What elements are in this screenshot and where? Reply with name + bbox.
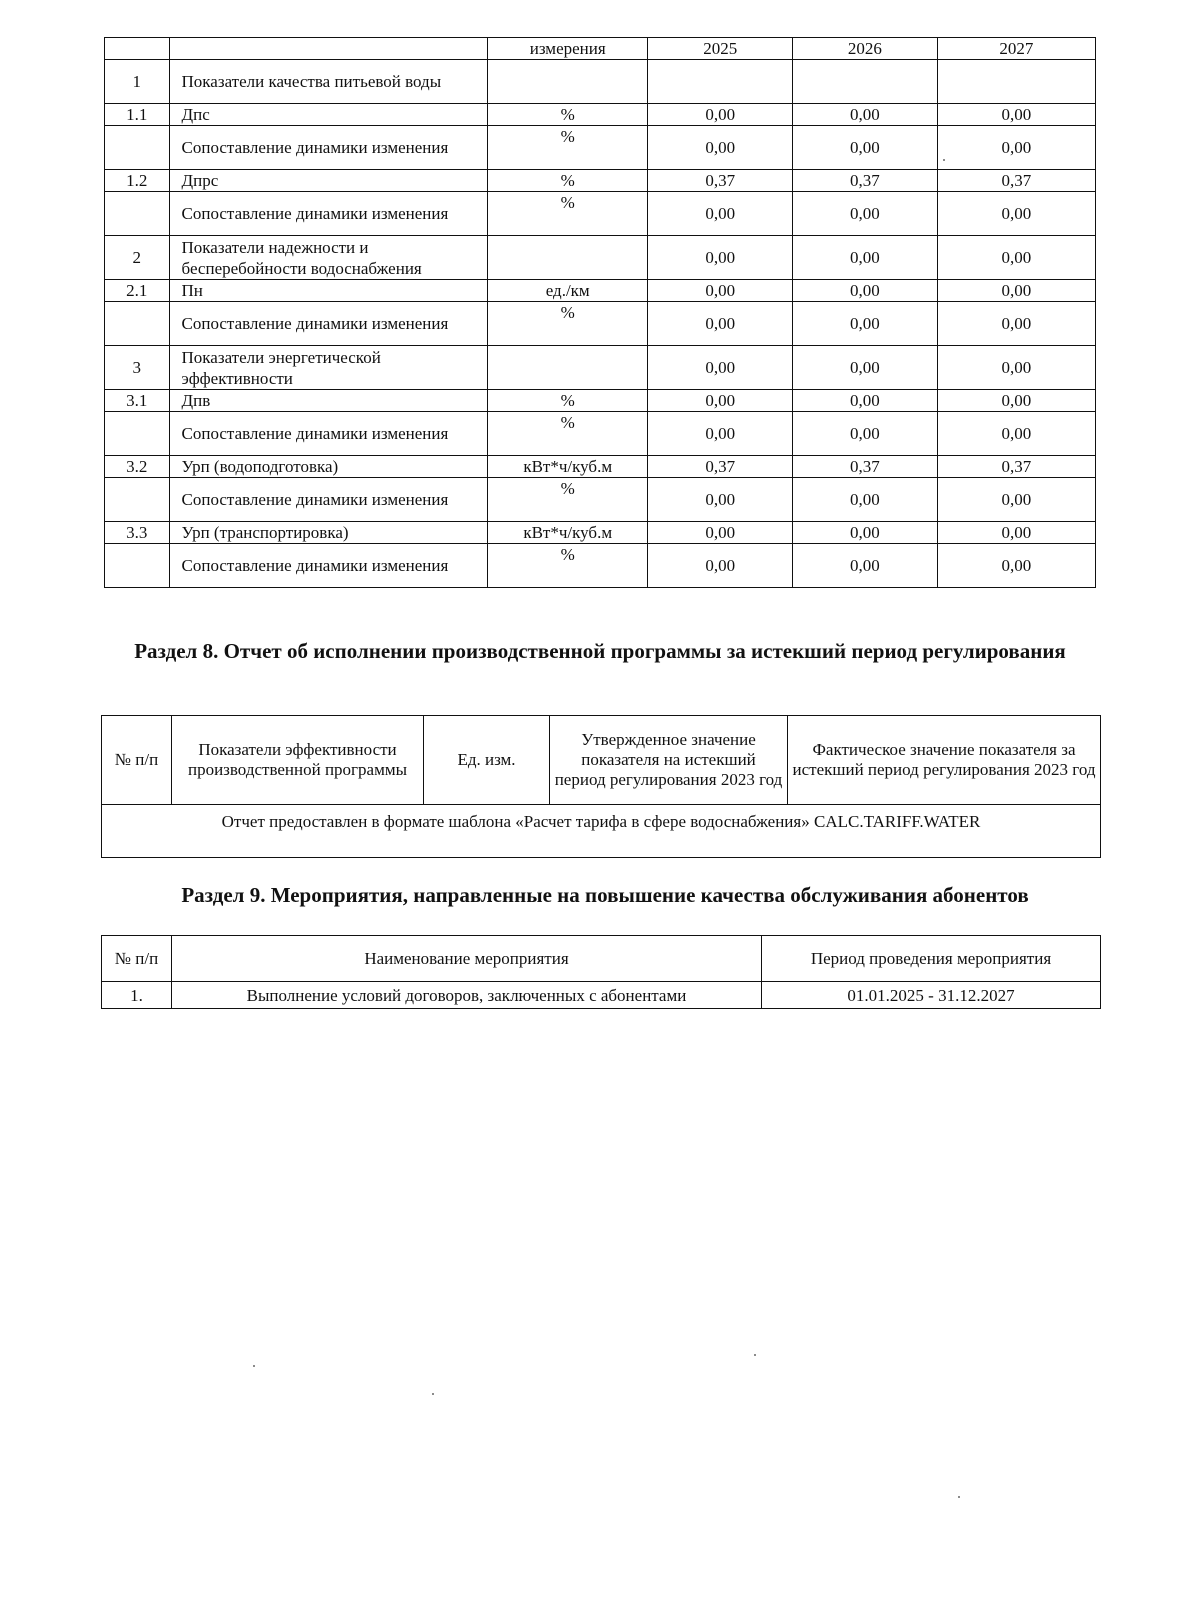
row-value-2025: 0,00 xyxy=(648,390,793,412)
row-unit: % xyxy=(488,302,648,346)
row-value-2025: 0,37 xyxy=(648,456,793,478)
row-num: 1 xyxy=(105,60,170,104)
table-row xyxy=(105,390,1096,412)
row-value-2026: 0,00 xyxy=(793,346,938,390)
row-name: Сопоставление динамики изменения xyxy=(169,302,488,346)
header-year-2027: 2027 xyxy=(937,38,1095,60)
table-header-row xyxy=(105,38,1096,60)
row-value-2026: 0,00 xyxy=(793,390,938,412)
row-num xyxy=(105,192,170,236)
table-row xyxy=(105,170,1096,192)
row-value-2025: 0,00 xyxy=(648,236,793,280)
row-value-2026 xyxy=(793,60,938,104)
table-row xyxy=(105,236,1096,280)
row-unit: % xyxy=(488,390,648,412)
row-num: 2.1 xyxy=(105,280,170,302)
table-header-row xyxy=(102,716,1101,805)
scan-speck xyxy=(958,1496,960,1498)
header-name xyxy=(169,38,488,60)
header-actual: Фактическое значение показателя за истекший период регулирования 2023 год xyxy=(788,716,1101,805)
table-row xyxy=(105,126,1096,170)
row-value-2025: 0,37 xyxy=(648,170,793,192)
table-row xyxy=(105,280,1096,302)
row-unit: кВт*ч/куб.м xyxy=(488,522,648,544)
row-num: 3 xyxy=(105,346,170,390)
row-value-2025: 0,00 xyxy=(648,412,793,456)
row-value-2026: 0,00 xyxy=(793,104,938,126)
row-unit: % xyxy=(488,478,648,522)
header-year-2026: 2026 xyxy=(793,38,938,60)
row-num: 1.2 xyxy=(105,170,170,192)
row-unit xyxy=(488,236,648,280)
table-row xyxy=(105,192,1096,236)
scan-speck xyxy=(754,1354,756,1356)
row-num: 3.3 xyxy=(105,522,170,544)
row-num: 3.1 xyxy=(105,390,170,412)
row-unit: % xyxy=(488,412,648,456)
row-name: Показатели надежности и бесперебойности водоснабжения xyxy=(169,236,488,280)
row-name: Дпс xyxy=(169,104,488,126)
row-unit: % xyxy=(488,104,648,126)
activity-name: Выполнение условий договоров, заключенных с абонентами xyxy=(172,982,762,1009)
row-value-2026: 0,00 xyxy=(793,478,938,522)
row-name: Показатели энергетической эффективности xyxy=(169,346,488,390)
table-row xyxy=(105,544,1096,588)
row-value-2027: 0,00 xyxy=(937,236,1095,280)
row-name: Урп (транспортировка) xyxy=(169,522,488,544)
header-num: № п/п xyxy=(102,936,172,982)
table-row xyxy=(105,478,1096,522)
activities-table xyxy=(101,935,1101,1009)
row-value-2027: 0,00 xyxy=(937,280,1095,302)
row-value-2025 xyxy=(648,60,793,104)
row-value-2025: 0,00 xyxy=(648,544,793,588)
row-value-2027: 0,00 xyxy=(937,126,1095,170)
activity-period: 01.01.2025 - 31.12.2027 xyxy=(762,982,1101,1009)
indicators-table-body xyxy=(105,38,1096,588)
table-row xyxy=(105,104,1096,126)
header-indicators: Показатели эффективности производственной программы xyxy=(172,716,424,805)
table-row xyxy=(105,346,1096,390)
table-row xyxy=(105,522,1096,544)
scan-speck xyxy=(943,159,945,161)
row-value-2027: 0,00 xyxy=(937,104,1095,126)
row-num xyxy=(105,478,170,522)
row-unit: % xyxy=(488,192,648,236)
row-name: Сопоставление динамики изменения xyxy=(169,478,488,522)
table-row xyxy=(102,982,1101,1009)
row-value-2027: 0,00 xyxy=(937,522,1095,544)
row-value-2026: 0,00 xyxy=(793,302,938,346)
row-unit xyxy=(488,346,648,390)
row-value-2025: 0,00 xyxy=(648,522,793,544)
table-header-row xyxy=(102,936,1101,982)
table-row xyxy=(105,60,1096,104)
header-approved: Утвержденное значение показателя на истекший период регулирования 2023 год xyxy=(550,716,788,805)
header-unit: Ед. изм. xyxy=(424,716,550,805)
row-value-2026: 0,00 xyxy=(793,544,938,588)
indicators-table xyxy=(104,37,1096,588)
row-value-2027: 0,00 xyxy=(937,302,1095,346)
row-num xyxy=(105,302,170,346)
row-value-2025: 0,00 xyxy=(648,302,793,346)
row-value-2027: 0,37 xyxy=(937,456,1095,478)
row-num xyxy=(105,544,170,588)
row-value-2027: 0,00 xyxy=(937,346,1095,390)
scan-speck xyxy=(253,1365,255,1367)
row-num: 2 xyxy=(105,236,170,280)
row-name: Показатели качества питьевой воды xyxy=(169,60,488,104)
row-value-2025: 0,00 xyxy=(648,346,793,390)
table-row xyxy=(105,302,1096,346)
row-unit: % xyxy=(488,126,648,170)
row-num xyxy=(105,412,170,456)
row-name: Пн xyxy=(169,280,488,302)
activity-num: 1. xyxy=(102,982,172,1009)
row-value-2026: 0,00 xyxy=(793,192,938,236)
header-period: Период проведения мероприятия xyxy=(762,936,1101,982)
row-value-2027: 0,37 xyxy=(937,170,1095,192)
row-value-2025: 0,00 xyxy=(648,478,793,522)
row-value-2027: 0,00 xyxy=(937,390,1095,412)
row-num: 1.1 xyxy=(105,104,170,126)
row-value-2027: 0,00 xyxy=(937,412,1095,456)
header-activity-name: Наименование мероприятия xyxy=(172,936,762,982)
row-num: 3.2 xyxy=(105,456,170,478)
row-name: Сопоставление динамики изменения xyxy=(169,412,488,456)
section-9-title: Раздел 9. Мероприятия, направленные на повышение качества обслуживания абонентов xyxy=(181,883,1029,907)
row-value-2026: 0,37 xyxy=(793,456,938,478)
row-value-2026: 0,00 xyxy=(793,522,938,544)
row-value-2026: 0,00 xyxy=(793,280,938,302)
row-unit: ед./км xyxy=(488,280,648,302)
table-row xyxy=(102,805,1101,858)
row-value-2026: 0,37 xyxy=(793,170,938,192)
header-num: № п/п xyxy=(102,716,172,805)
header-num xyxy=(105,38,170,60)
row-name: Дпв xyxy=(169,390,488,412)
row-unit: кВт*ч/куб.м xyxy=(488,456,648,478)
row-name: Сопоставление динамики изменения xyxy=(169,192,488,236)
table-row xyxy=(105,412,1096,456)
row-value-2025: 0,00 xyxy=(648,126,793,170)
report-note: Отчет предоставлен в формате шаблона «Расчет тарифа в сфере водоснабжения» CALC.TARIFF.WATER xyxy=(102,805,1101,858)
row-unit xyxy=(488,60,648,104)
header-year-2025: 2025 xyxy=(648,38,793,60)
row-value-2026: 0,00 xyxy=(793,126,938,170)
row-name: Дпрс xyxy=(169,170,488,192)
section-8-title: Раздел 8. Отчет об исполнении производственной программы за истекший период регулирования xyxy=(134,639,1066,663)
row-unit: % xyxy=(488,170,648,192)
row-value-2025: 0,00 xyxy=(648,280,793,302)
row-value-2025: 0,00 xyxy=(648,192,793,236)
header-unit: измерения xyxy=(488,38,648,60)
row-value-2026: 0,00 xyxy=(793,236,938,280)
row-name: Сопоставление динамики изменения xyxy=(169,126,488,170)
scan-speck xyxy=(432,1393,434,1395)
row-num xyxy=(105,126,170,170)
report-table xyxy=(101,715,1101,858)
row-name: Урп (водоподготовка) xyxy=(169,456,488,478)
row-value-2025: 0,00 xyxy=(648,104,793,126)
row-value-2027 xyxy=(937,60,1095,104)
row-unit: % xyxy=(488,544,648,588)
row-value-2027: 0,00 xyxy=(937,478,1095,522)
row-value-2027: 0,00 xyxy=(937,192,1095,236)
row-value-2027: 0,00 xyxy=(937,544,1095,588)
table-row xyxy=(105,456,1096,478)
row-value-2026: 0,00 xyxy=(793,412,938,456)
row-name: Сопоставление динамики изменения xyxy=(169,544,488,588)
